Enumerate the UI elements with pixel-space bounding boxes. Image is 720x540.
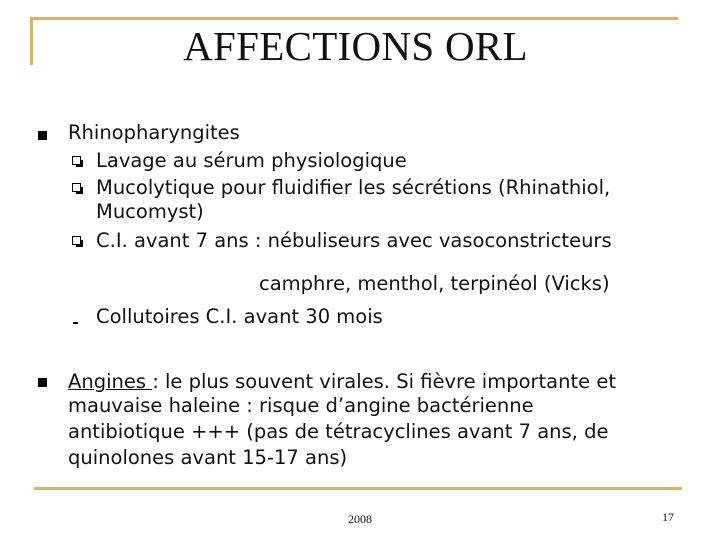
paragraph-line: antibiotique +++ (pas de tétracyclines avant 7 ans, de xyxy=(68,420,609,443)
page-number: 17 xyxy=(662,510,674,524)
list-item-continuation: camphre, menthol, terpinéol (Vicks) xyxy=(259,272,610,295)
section-heading-angines: Angines xyxy=(68,370,153,393)
dash-bullet-icon xyxy=(73,322,78,324)
slide-footer-rule xyxy=(34,487,682,490)
list-item: Lavage au sérum physiologique xyxy=(96,149,407,172)
list-item: Mucolytique pour fluidifier les sécrétions (Rhinathiol, xyxy=(96,176,611,199)
list-item-continuation: Mucomyst) xyxy=(96,200,204,223)
list-item: C.I. avant 7 ans : nébuliseurs avec vasoconstricteurs xyxy=(96,229,612,252)
paragraph-line: quinolones avant 15-17 ans) xyxy=(68,446,348,469)
list-item: Collutoires C.I. avant 30 mois xyxy=(96,305,383,328)
slide-title: AFFECTIONS ORL xyxy=(183,23,528,69)
square-bullet-icon xyxy=(38,131,47,140)
slide-frame-top-rule xyxy=(30,17,678,20)
checkbox-bullet-icon xyxy=(72,156,81,165)
section-heading-rhinopharyngites: Rhinopharyngites xyxy=(68,121,240,144)
paragraph-text: : le plus souvent virales. Si fièvre importante et xyxy=(152,370,616,393)
checkbox-bullet-icon xyxy=(72,236,81,245)
paragraph-line: mauvaise haleine : risque d’angine bactérienne xyxy=(68,394,534,417)
checkbox-bullet-icon xyxy=(72,183,81,192)
paragraph-line xyxy=(68,370,616,394)
square-bullet-icon xyxy=(38,378,47,387)
footer-year: 2008 xyxy=(348,512,372,526)
